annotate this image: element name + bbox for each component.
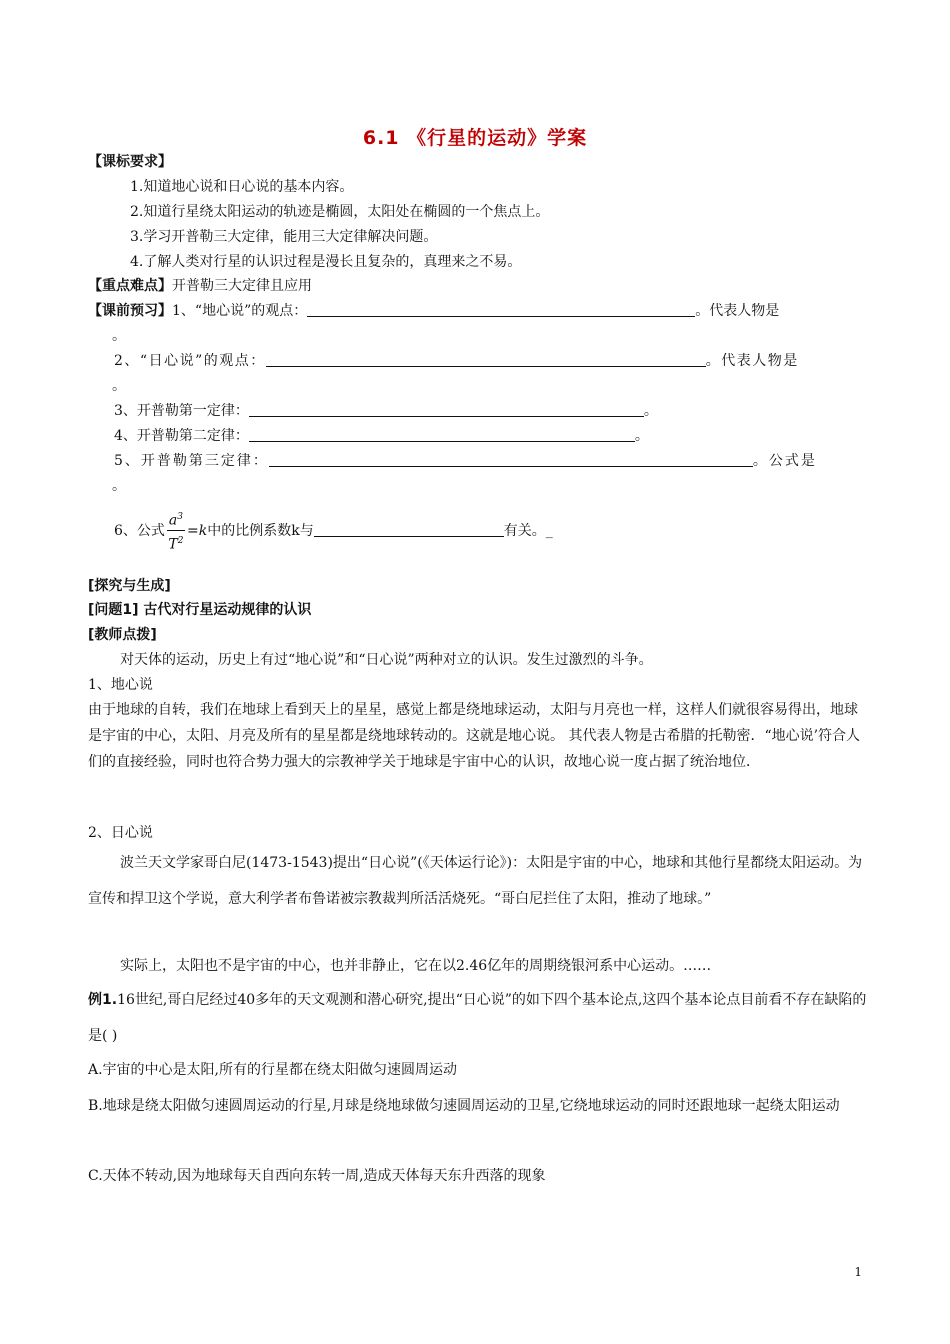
kebiao-heading: 【课标要求】 (88, 154, 172, 170)
q6-label: 6、公式 (114, 523, 165, 540)
q1-post: 。代表人物是 (695, 303, 780, 319)
dixin-paragraph: 由于地球的自转，我们在地球上看到天上的星星，感觉上都是绕地球运动，太阳与月亮也一样，这样人们就很容易得出，地球是宇宙的中心，太阳、月亮及所有的星星都是绕地球转动的。这就是地心说。 其代表人物是古希腊的托勒密．“地心说’符合人们的直接经验，同时也符合势力强大的宗教神学关于地球是宇宙中心的认识，故地心说一度占据了统治地位． (88, 702, 861, 770)
kebiao-item-1: 1.知道地心说和日心说的基本内容。 (130, 179, 354, 195)
q4-label: 4、开普勒第二定律： (114, 428, 249, 444)
q4-end: 。 (634, 428, 649, 444)
formula-num: a (168, 512, 178, 529)
q3-label: 3、开普勒第一定律： (114, 403, 249, 419)
q4-blank[interactable] (249, 427, 635, 442)
dixin-title: 1、地心说 (88, 677, 153, 693)
q2-end: 。 (112, 378, 126, 394)
example-stem-text: 16世纪,哥白尼经过40多年的天文观测和潜心研究,提出“日心说”的如下四个基本论点,这四个基本论点目前看不存在缺陷的是( ) (88, 992, 867, 1044)
rixin-title: 2、日心说 (88, 825, 153, 841)
yuxi-q1 (88, 301, 779, 321)
q5-label: 5、开普勒第三定律： (114, 453, 269, 469)
q2-blank[interactable] (266, 352, 706, 367)
teacher-heading: [教师点拨] (88, 627, 157, 643)
shiji-paragraph: 实际上，太阳也不是宇宙的中心，也并非静止，它在以2.46亿年的周期绕银河系中心运动。…… (120, 958, 712, 974)
yuxi-q3 (114, 401, 658, 421)
intro-text: 对天体的运动，历史上有过“地心说”和“日心说”两种对立的认识。发生过激烈的斗争。 (120, 652, 653, 668)
option-c: C.天体不转动,因为地球每天自西向东转一周,造成天体每天东升西落的现象 (88, 1168, 546, 1184)
formula-den-exp: 2 (177, 535, 184, 546)
zhongdian-line (88, 276, 312, 296)
page-number: 1 (854, 1265, 862, 1279)
q1-blank[interactable] (307, 302, 695, 317)
page-title: 6.1 《行星的运动》学案 (362, 127, 588, 149)
question1-heading: [问题1] 古代对行星运动规律的认识 (88, 602, 312, 618)
q6-mid: 中的比例系数k与 (207, 523, 314, 540)
example-stem (88, 982, 868, 1054)
option-b: B.地球是绕太阳做匀速圆周运动的行星,月球是绕地球做匀速圆周运动的卫星,它绕地球运动的同时还跟地球一起绕太阳运动 (88, 1098, 840, 1114)
formula-den: T (168, 536, 178, 553)
zhongdian-text: 开普勒三大定律且应用 (172, 278, 312, 294)
yuxi-q2 (114, 351, 799, 371)
q2-post: 。代表人物是 (705, 353, 799, 369)
yuxi-q4 (114, 426, 649, 446)
kepler-formula (167, 508, 185, 554)
q5-blank[interactable] (269, 452, 753, 467)
formula-num-exp: 3 (177, 512, 184, 522)
kebiao-item-3: 3.学习开普勒三大定律，能用三大定律解决问题。 (130, 229, 438, 245)
q5-end: 。 (112, 478, 126, 494)
yuxi-q6 (114, 508, 553, 554)
kebiao-item-4: 4.了解人类对行星的认识过程是漫长且复杂的，真理来之不易。 (130, 254, 522, 270)
example-label: 例1. (88, 992, 118, 1008)
kebiao-item-2: 2.知道行星绕太阳运动的轨迹是椭圆，太阳处在椭圆的一个焦点上。 (130, 204, 550, 220)
q6-end: 有关。_ (503, 523, 553, 540)
q3-end: 。 (643, 403, 658, 419)
q6-blank[interactable] (314, 522, 504, 537)
tanjiu-heading: [探究与生成] (88, 578, 171, 594)
rixin-paragraph: 波兰天文学家哥白尼(1473-1543)提出“日心说”(《天体运行论》)：太阳是宇宙的中心，地球和其他行星都绕太阳运动。为宣传和捍卫这个学说，意大利学者布鲁诺被宗教裁判所活活烧死。“哥白尼拦住了太阳，推动了地球。” (88, 855, 863, 907)
yuxi-heading: 【课前预习】 (88, 303, 172, 319)
q1-end: 。 (112, 328, 126, 344)
q5-post: 。公式是 (752, 453, 817, 469)
q3-blank[interactable] (249, 402, 644, 417)
option-a: A.宇宙的中心是太阳,所有的行星都在绕太阳做匀速圆周运动 (88, 1062, 458, 1078)
q2-label: 2、“日心说”的观点： (114, 353, 266, 369)
q1-label: 1、“地心说”的观点： (172, 303, 308, 319)
yuxi-q5 (114, 451, 817, 471)
zhongdian-heading: 【重点难点】 (88, 278, 172, 294)
formula-eq: =k (187, 523, 208, 540)
